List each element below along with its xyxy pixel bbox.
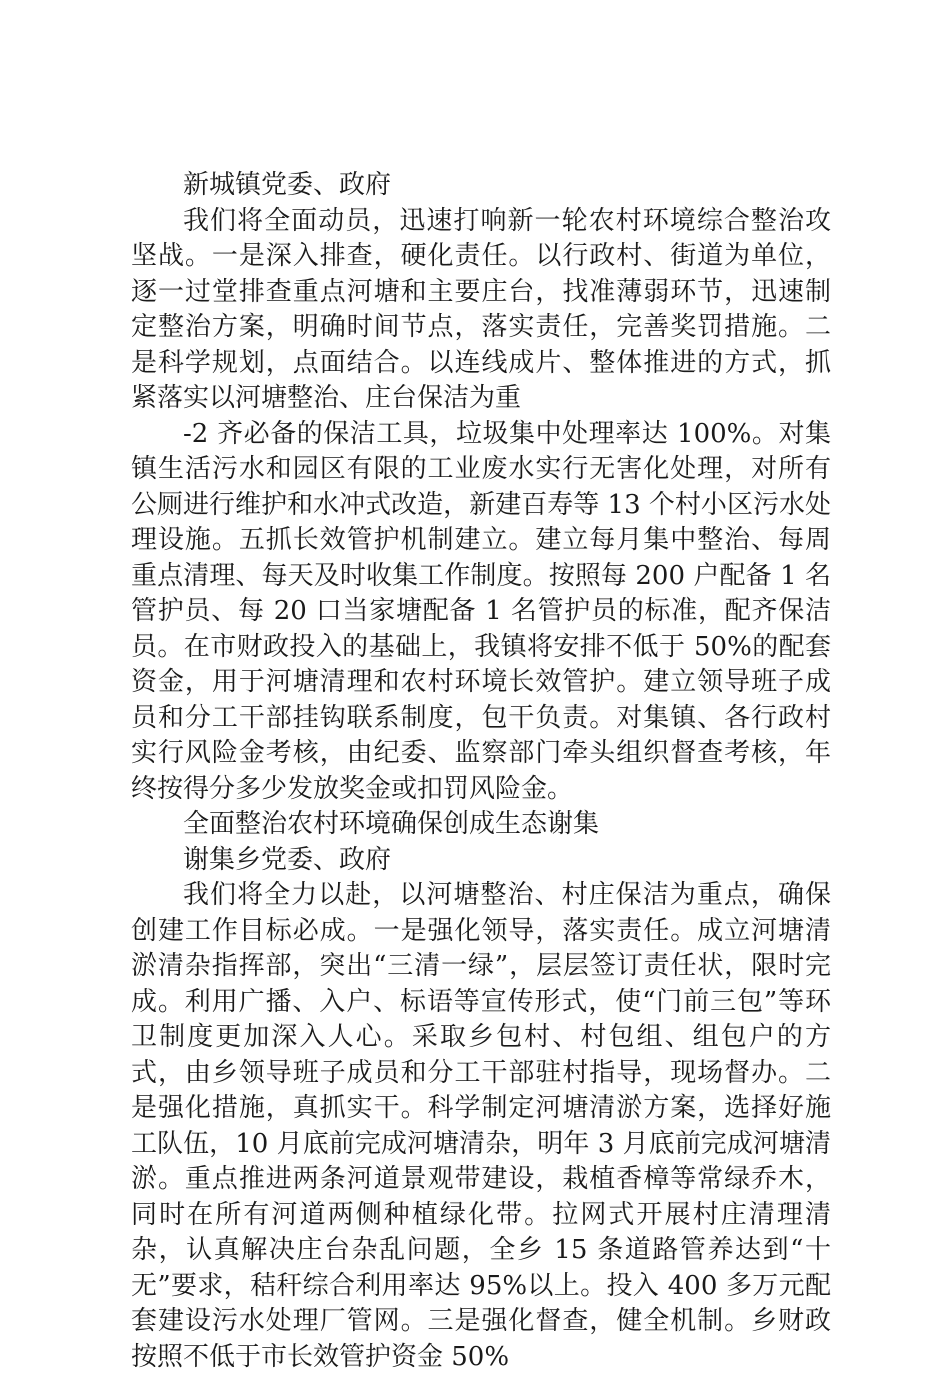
section-title-xieji: 全面整治农村环境确保创成生态谢集 [183, 809, 600, 839]
heading-xincheng-party-committee: 新城镇党委、政府 [183, 170, 392, 200]
paragraph-xieji-measures: 我们将全力以赴，以河塘整治、村庄保洁为重点，确保创建工作目标必成。一是强化领导，落实责任。成立河塘清淤清杂指挥部，突出“三清一绿”，层层签订责任状，限时完成。利用广播、入户、标语等宣传形式，使“门前三包”等环卫制度更加深入人心。采取乡包村、村包组、组包户的方式，由乡领导班子成员和分工干部驻村指导，现场督办。二是强化措施，真抓实干。科学制定河塘清淤方案，选择好施工队伍，10 月底前完成河塘清杂，明年 3 月底前完成河塘清淤。重点推进两条河道景观带建设，栽植香樟等常绿乔木，同时在所有河道两侧种植绿化带。拉网式开展村庄清理清杂，认真解决庄台杂乱问题，全乡 15 条道路管养达到“十无”要求，秸秆综合利用率达 95%以上。投入 400 多万元配套建设污水处理厂管网。三是强化督查，健全机制。乡财政按照不低于市长效管护资金 50% [131, 880, 831, 1372]
document-page [131, 168, 831, 1375]
paragraph-xincheng-cleaning-measures: -2 齐必备的保洁工具，垃圾集中处理率达 100%。对集镇生活污水和园区有限的工业废水实行无害化处理，对所有公厕进行维护和水冲式改造，新建百寿等 13 个村小区污水处理设施。五抓长效管护机制建立。建立每月集中整治、每周重点清理、每天及时收集工作制度。按照每 200 户配备 1 名管护员、每 20 口当家塘配备 1 名管护员的标准，配齐保洁员。在市财政投入的基础上，我镇将安排不低于 50%的配套资金，用于河塘清理和农村环境长效管护。建立领导班子成员和分工干部挂钩联系制度，包干负责。对集镇、各行政村实行风险金考核，由纪委、监察部门牵头组织督查考核，年终按得分多少发放奖金或扣罚风险金。 [131, 418, 831, 804]
paragraph-xincheng-mobilization: 我们将全面动员，迅速打响新一轮农村环境综合整治攻坚战。一是深入排查，硬化责任。以行政村、街道为单位，逐一过堂排查重点河塘和主要庄台，找准薄弱环节，迅速制定整治方案，明确时间节点，落实责任，完善奖罚措施。二是科学规划，点面结合。以连线成片、整体推进的方式，抓紧落实以河塘整治、庄台保洁为重 [131, 205, 831, 413]
heading-xieji-party-committee: 谢集乡党委、政府 [183, 844, 392, 875]
